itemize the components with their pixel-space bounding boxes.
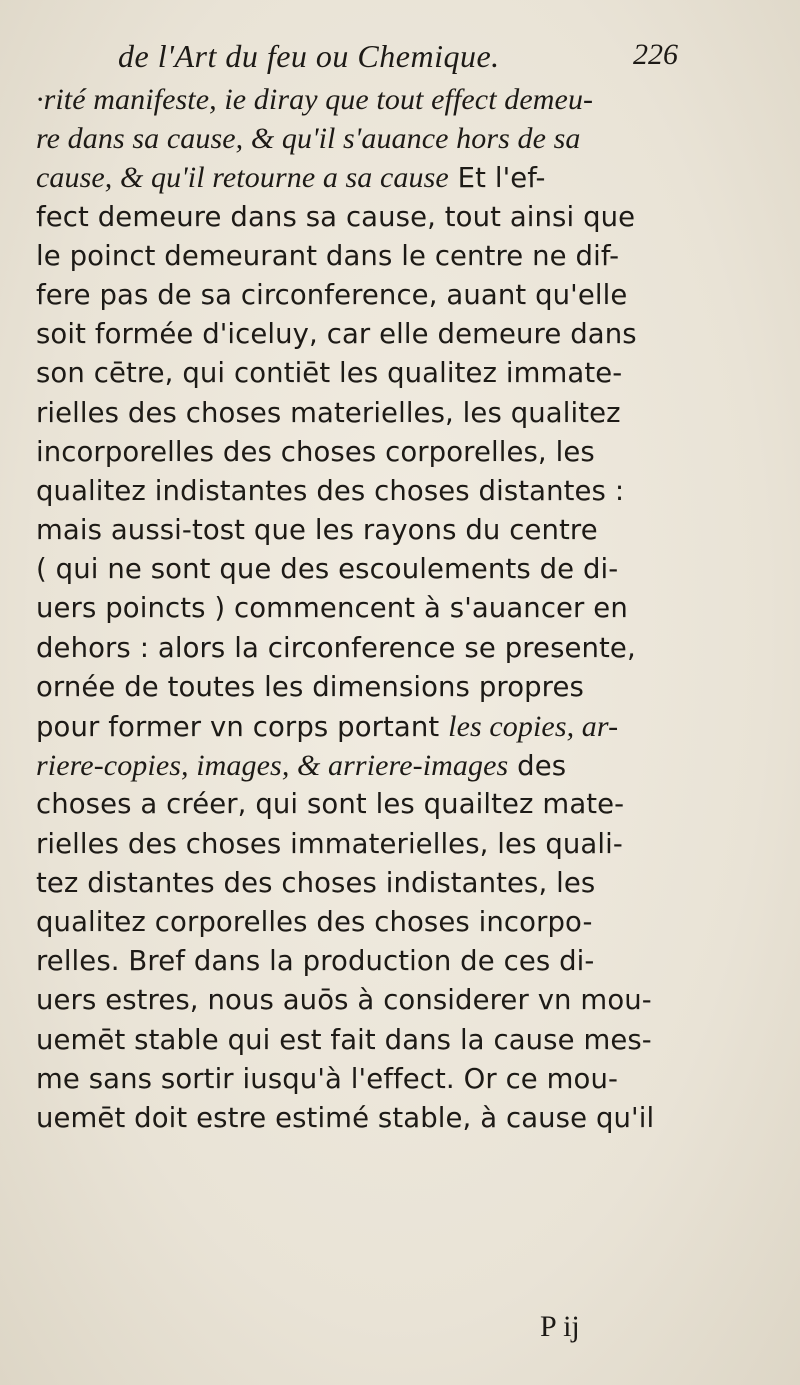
text-line [36, 433, 776, 472]
roman-segment: relles. Bref dans la production de ces di- [36, 945, 595, 978]
roman-segment: le poinct demeurant dans le centre ne dif- [36, 239, 620, 272]
text-line [36, 864, 776, 903]
text-line [36, 1021, 776, 1060]
roman-segment: uers poincts ) commencent à s'auancer en [36, 592, 628, 625]
text-line [36, 825, 776, 864]
roman-segment: mais aussi-tost que les rayons du centre [36, 514, 598, 547]
roman-segment: rielles des choses materielles, les qualitez [36, 396, 621, 429]
text-line [36, 589, 776, 628]
italic-segment: ·rité manifeste, ie diray que tout effect demeu- [36, 83, 594, 116]
roman-segment: dehors : alors la circonference se presente, [36, 631, 636, 664]
text-line [36, 472, 776, 511]
text-line [36, 394, 776, 433]
text-line [36, 354, 776, 393]
text-line [36, 981, 776, 1020]
italic-segment: cause, & qu'il retourne a sa cause [36, 161, 449, 195]
text-line [36, 550, 776, 589]
text-line [36, 785, 776, 824]
text-line [36, 237, 776, 276]
text-line [36, 903, 776, 942]
text-line [36, 119, 776, 158]
signature-mark: P ij [540, 1310, 580, 1343]
text-line [36, 707, 776, 746]
roman-segment: Et l'ef- [448, 162, 546, 195]
text-line [36, 198, 776, 237]
roman-segment: qualitez indistantes des choses distantes : [36, 474, 625, 507]
italic-segment: les copies, ar- [448, 710, 619, 743]
text-line [36, 1099, 776, 1138]
page-number: 226 [633, 38, 678, 71]
roman-segment: incorporelles des choses corporelles, les [36, 435, 595, 468]
roman-segment: pour former vn corps portant [36, 711, 449, 743]
italic-segment: riere-copies, images, & arriere-images [36, 749, 509, 783]
roman-segment: me sans sortir iusqu'à l'effect. Or ce mou- [36, 1062, 619, 1095]
roman-segment: uers estres, nous auōs à considerer vn mou- [36, 984, 652, 1017]
roman-segment: ornée de toutes les dimensions propres [36, 670, 584, 703]
roman-segment: des [508, 750, 567, 783]
text-line [36, 511, 776, 550]
text-line [36, 1060, 776, 1099]
text-line [36, 80, 776, 119]
roman-segment: son cētre, qui contiēt les qualitez immate- [36, 357, 623, 390]
roman-segment: fect demeure dans sa cause, tout ainsi que [36, 200, 636, 233]
roman-segment: uemēt doit estre estimé stable, à cause qu'il [36, 1101, 655, 1134]
body-text [36, 80, 776, 1138]
roman-segment: choses a créer, qui sont les quailtez mate- [36, 788, 625, 821]
page-header [118, 38, 678, 74]
text-line [36, 629, 776, 668]
roman-segment: rielles des choses immaterielles, les quali- [36, 827, 623, 860]
roman-segment: ( qui ne sont que des escoulements de di- [36, 553, 619, 586]
text-line [36, 315, 776, 354]
italic-segment: re dans sa cause, & qu'il s'auance hors de sa [36, 122, 581, 156]
text-line [36, 276, 776, 315]
running-head: de l'Art du feu ou Chemique. [118, 38, 500, 74]
roman-segment: fere pas de sa circonference, auant qu'elle [36, 278, 628, 311]
roman-segment: qualitez corporelles des choses incorpo- [36, 905, 593, 938]
text-line [36, 668, 776, 707]
roman-segment: tez distantes des choses indistantes, les [36, 866, 596, 899]
text-line [36, 746, 776, 785]
roman-segment: soit formée d'iceluy, car elle demeure dans [36, 318, 637, 351]
text-line [36, 942, 776, 981]
text-line [36, 158, 776, 197]
roman-segment: uemēt stable qui est fait dans la cause mes- [36, 1023, 652, 1056]
